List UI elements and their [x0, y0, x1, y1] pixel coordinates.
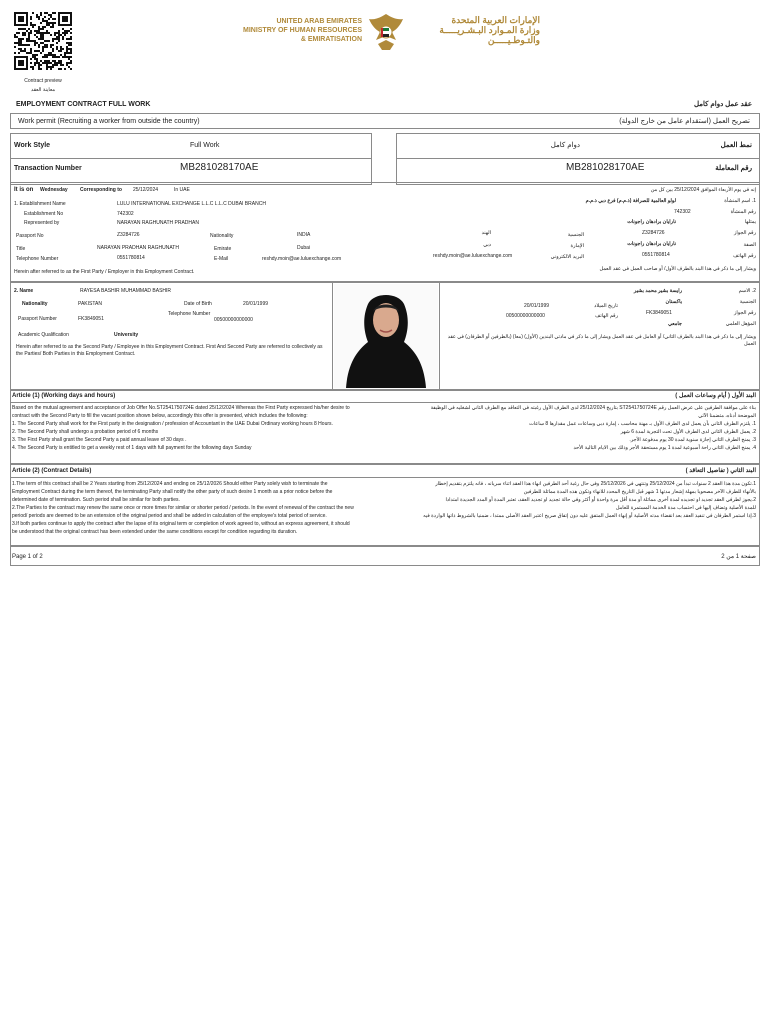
article2-title-ar: البند الثاني ( تفاصيل التعاقد ) — [685, 468, 756, 474]
transaction-number-en: MB281028170AE — [180, 162, 259, 173]
uae-emblem-icon — [366, 10, 406, 54]
ministry-name-ar: الإمارات العربية المتحدة وزارة المـوارد البـشـريـــــة والتـوطـيـــــن — [439, 15, 540, 45]
second-party-en: 2. Name RAYESA BASHIR MUHAMMAD BASHIR Nationality PAKISTAN Date of Birth 20/01/1999 Passport Number FK3849051 Telephone Number 00500000000000 Academic Qualification University Herein after referred to as the Second Party / Employee in this Employment Contract. First And Second Party are referred to collectively as the Parties/ Both Parties in this Employment Contract. — [14, 288, 323, 357]
ministry-name-en: UNITED ARAB EMIRATES MINISTRY OF HUMAN RESOURCES & EMIRATISATION — [242, 18, 362, 43]
employee-photo — [334, 284, 438, 388]
contract-title-en: EMPLOYMENT CONTRACT FULL WORK — [16, 101, 151, 108]
permit-en: Work permit (Recruiting a worker from outside the country) — [18, 118, 200, 125]
work-style-value-en: Full Work — [190, 142, 220, 149]
qr-caption-ar: معاينة العقد — [30, 87, 56, 93]
page-number-ar: صفحة 1 من 2 — [721, 554, 756, 560]
transaction-label-en: Transaction Number — [14, 165, 82, 172]
first-party-en: It is on Wednesday Corresponding to 25/12/2024 In UAE 1. Establishment Name LULU INTERNATIONAL EXCHANGE L.L.C L.L.C DUBAI BRANCH Establishment No 742302 Represented by NARAYAN RAGHUNATH PRADHAN Passport No Z3284726 Nationality INDIA Title NARAYAN PRADHAN RAGHUNATH Emirate Dubai Telephone Number 0551780814 E-Mail reshdy.moin@ae.luluexchange.com Herein after referred to as the First Party / Employer in this Employment Contract. — [14, 187, 342, 275]
article2-title-en: Article (2) (Contract Details) — [12, 468, 92, 474]
article1-body-ar: بناء على موافقة الطرفين على عرض العمل رقم ST2541750724E بتاريخ 25/12/2024 لدى الطرف الأول رغبته في التعاقد مع الطرف الثاني لشغليه في الوظيفة الموضحة أدناه، متضمنا الآتي 1. يلتزم الطرف الثاني بأن يعمل لدى الطرف الأول بـ مهنة محاسب ، إمارة دبي وساعات عمل مقدارها 8 ساعات 2. يعمل الطرف الثاني لدى الطرف الأول تحت التجربة لمدة 6 شهر 3. يمنح الطرف الثاني إجازة سنوية لمدة 30 يوم مدفوعة الأجر. 4. يمنح الطرف الثاني راحة أسبوعية لمدة 1 يوم مستحقة الأجر وذلك بين الايام التالية الأحد — [430, 405, 756, 451]
article1-title-ar: البند الأول ( أيام وساعات العمل ) — [675, 393, 756, 399]
transaction-label-ar: رقم المعاملة — [715, 165, 752, 172]
article2-body-en: 1.The term of this contract shall be 2 Years starting from 25/12/2024 and ending on 25/12/2026 Should either Party solely wish to terminate the Employment Contract during the term thereof, the terminating Party shall notify the other party of such desire 1 month as a prior notice before the determined date of termination. Such period shall be similar for both parties. 2.The Parties to the contract may renew the same once or more times for similar or shorter period / periods. In the event of renewal of the contract the new period/ periods are deemed to be an extension of the original period and shall be added in calculation of the employee's total period of service. 3.If both parties continue to apply the contract after the lapse of its original term or completion of work agreed to, without an express agreement, it should be understood that the original contract has been extended under the same conditions except for condition regarding its duration. — [12, 481, 354, 535]
first-party-ar: إنه في يوم الأربعاء الموافق 25/12/2024 بين كل من 1. اسم المنشأة لولو العالمية للصرافة (ذ.م.م) فرع دبي ذ.م.م رقم المنشأة 742302 يمثلها نارايان برادهان راجونات رقم الجواز Z3284726 الجنسية الهند الصفة نارايان برادهان راجونات الإمارة دبي رقم الهاتف 0551780814 البريد الالكتروني reshdy.moin@ae.luluexchange.com ويشار إلى ما ذكر في هذا البند بالطرف الأول/ أو صاحب العمل في عقد العمل — [433, 187, 756, 272]
article2-body-ar: 1.تكون مدة هذا العقد 2 سنوات تبدأ من 25/12/2024 وتنتهي في 25/12/2026 وفي حال رغبة أحد الطرفين انهاء هذا العقد اثناء سريانه ، فانه يلتزم بتقديم إخطار بالأنهاء للطرف الآخر مصحوبا بمهلة إشعار مدتها 1 شهر قبل التاريخ المحدد للانهاء وتكون هذه المدة مماثلة للطرفين 2.يجوز لطرفي العقد تجديد او تجديده لمدة أخرى مماثلة أو مدة أقل مرة واحدة أو أكثر وفي حالة تجديد او تجديد العقد، تعتبر المدة أو المدد الجديدة امتدادا للمدة الأصلية وتضاف إليها في احتساب مدة الخدمة المستمرة للعامل 3.إذا استمر الطرفان في تنفيذ العقد بعد انقضاء مدته الأصلية أو إنهاء العمل المتفق عليه دون إتفاق صريح اعتبر العقد الأصلي ممتدا ، ضمنيا بالشروط ذاتها الواردة فيه — [423, 481, 756, 519]
contract-title-ar: عقد عمل دوام كامل — [693, 101, 752, 108]
qr-code[interactable] — [14, 12, 72, 70]
article1-body-en: Based on the mutual agreement and acceptance of Job Offer No.ST2541750724E dated 25/12/2024 Whereas the First Party expressed his/her desire to contract with the Second Party to fill the vacant position shown below, accordingly this offer is presented, which includes the following: 1. The Second Party shall work for the First party in the designation / profession of Accountant in the UAE Dubai Ordinary working hours 8 Hours. 2. The Second Party shall undergo a probation period of 6 months 3. The First Party shall grant the Second Party a paid annual leave of 30 days . 4. The Second Party is entitled to get a weekly rest of 1 days with full payment for the following days Sunday — [12, 405, 350, 451]
page-footer — [10, 546, 760, 566]
page-number-en: Page 1 of 2 — [12, 554, 43, 560]
permit-ar: تصريح العمل (استقدام عامل من خارج الدولة) — [619, 118, 750, 125]
qr-caption-en: Contract preview — [24, 78, 62, 84]
second-party-ar: 2. الاسم رايسة بشير محمد بشير الجنسية باكستان تاريخ الميلاد 20/01/1999 رقم الجواز FK3849051 رقم الهاتف 00500000000000 المؤهل العلمي جامعي ويشار إلى ما ذكر في هذا البند بالطرف الثاني/ أو العامل في عقد العمل ويشار إلى ما ذكر في مادتي البندين (الأول) (معا) (بالطرفين أو الطرفان) في عقد العمل — [447, 288, 756, 347]
work-style-label-en: Work Style — [14, 142, 51, 149]
work-style-label-ar: نمط العمل — [720, 142, 752, 149]
transaction-number-ar: MB281028170AE — [566, 162, 645, 173]
article1-title-en: Article (1) (Working days and hours) — [12, 393, 116, 399]
work-style-value-ar: دوام كامل — [550, 142, 580, 149]
